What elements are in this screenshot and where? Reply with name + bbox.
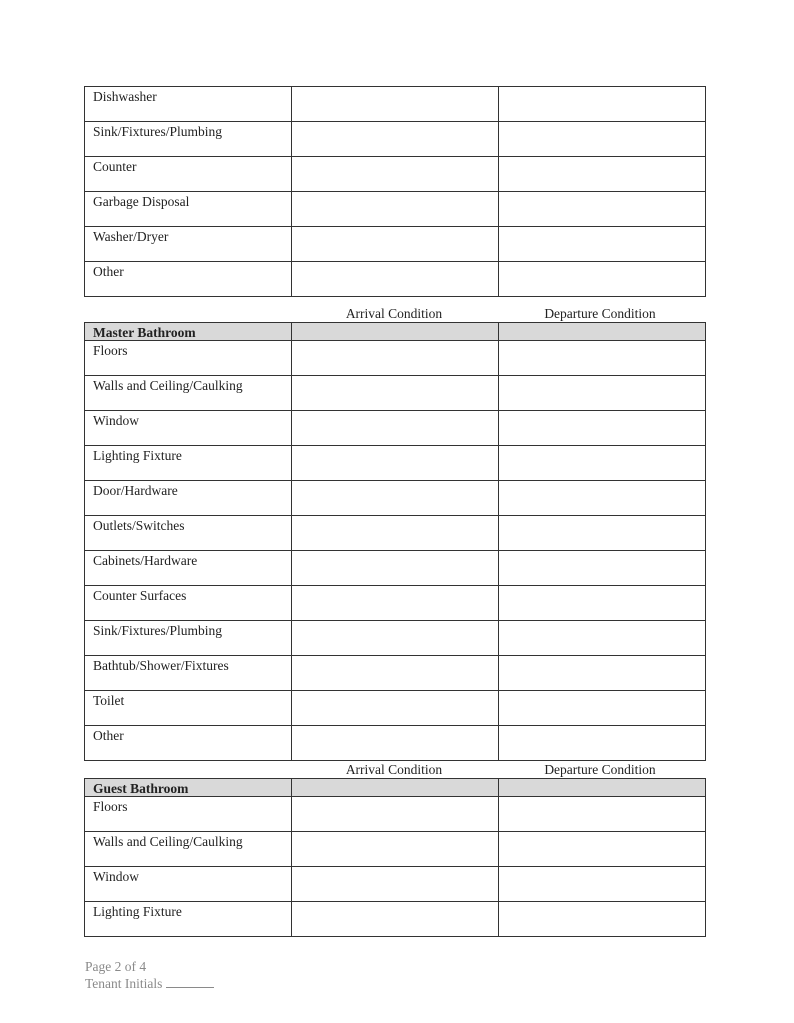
arrival-condition-cell[interactable] [292,341,499,376]
arrival-condition-cell[interactable] [292,621,499,656]
master-bathroom-column-headers [84,306,705,322]
departure-condition-cell[interactable] [499,902,706,937]
table-row [85,376,706,411]
section-header-row [85,323,706,341]
row-label: Walls and Ceiling/Caulking [85,376,292,411]
table-row [85,691,706,726]
section-header-row [85,779,706,797]
table-row [85,122,706,157]
departure-condition-cell[interactable] [499,262,706,297]
departure-condition-cell[interactable] [499,192,706,227]
master-bathroom-table [84,322,706,761]
arrival-condition-cell[interactable] [292,192,499,227]
departure-condition-cell[interactable] [499,691,706,726]
table-row [85,656,706,691]
departure-condition-header: Departure Condition [544,306,656,321]
departure-condition-cell[interactable] [499,341,706,376]
tenant-initials-label: Tenant Initials [85,976,163,991]
arrival-condition-cell[interactable] [292,481,499,516]
arrival-condition-cell[interactable] [292,411,499,446]
departure-condition-cell[interactable] [499,122,706,157]
arrival-condition-cell[interactable] [292,122,499,157]
arrival-condition-cell[interactable] [292,551,499,586]
departure-condition-cell[interactable] [499,227,706,262]
row-label: Toilet [85,691,292,726]
table-row [85,586,706,621]
row-label: Dishwasher [85,87,292,122]
arrival-condition-cell[interactable] [292,586,499,621]
row-label: Washer/Dryer [85,227,292,262]
departure-condition-cell[interactable] [499,726,706,761]
table-row [85,621,706,656]
arrival-condition-cell[interactable] [292,516,499,551]
departure-condition-cell[interactable] [499,516,706,551]
arrival-condition-cell[interactable] [292,376,499,411]
table-row [85,481,706,516]
row-label: Outlets/Switches [85,516,292,551]
page-footer [85,958,214,992]
kitchen-table [84,86,706,297]
arrival-condition-cell[interactable] [292,902,499,937]
row-label: Garbage Disposal [85,192,292,227]
row-label: Window [85,867,292,902]
page-number: Page 2 of 4 [85,959,147,974]
arrival-condition-cell[interactable] [292,262,499,297]
departure-condition-cell[interactable] [499,656,706,691]
table-row [85,341,706,376]
table-row [85,726,706,761]
table-row [85,157,706,192]
departure-condition-cell[interactable] [499,157,706,192]
row-label: Lighting Fixture [85,446,292,481]
row-label: Other [85,262,292,297]
row-label: Bathtub/Shower/Fixtures [85,656,292,691]
arrival-condition-cell[interactable] [292,446,499,481]
guest-bathroom-table [84,778,706,937]
row-label: Window [85,411,292,446]
row-label: Walls and Ceiling/Caulking [85,832,292,867]
departure-condition-cell[interactable] [499,446,706,481]
row-label: Counter Surfaces [85,586,292,621]
table-row [85,411,706,446]
departure-condition-cell[interactable] [499,867,706,902]
table-row [85,551,706,586]
table-row [85,797,706,832]
arrival-condition-cell[interactable] [292,87,499,122]
table-row [85,867,706,902]
departure-condition-cell[interactable] [499,832,706,867]
table-row [85,262,706,297]
arrival-condition-cell[interactable] [292,797,499,832]
table-row [85,902,706,937]
arrival-condition-cell[interactable] [292,691,499,726]
row-label: Counter [85,157,292,192]
departure-condition-cell[interactable] [499,586,706,621]
departure-condition-cell[interactable] [499,376,706,411]
row-label: Lighting Fixture [85,902,292,937]
row-label: Door/Hardware [85,481,292,516]
departure-condition-cell[interactable] [499,797,706,832]
table-row [85,192,706,227]
row-label: Other [85,726,292,761]
row-label: Floors [85,341,292,376]
row-label: Sink/Fixtures/Plumbing [85,621,292,656]
departure-condition-cell[interactable] [499,551,706,586]
tenant-initials-line [85,975,214,992]
arrival-condition-cell[interactable] [292,867,499,902]
departure-condition-cell[interactable] [499,481,706,516]
row-label: Sink/Fixtures/Plumbing [85,122,292,157]
departure-condition-cell[interactable] [499,87,706,122]
arrival-condition-cell[interactable] [292,656,499,691]
departure-condition-cell[interactable] [499,411,706,446]
table-row [85,516,706,551]
section-title: Guest Bathroom [85,779,292,797]
arrival-condition-cell[interactable] [292,726,499,761]
departure-condition-header: Departure Condition [544,762,656,777]
arrival-condition-header: Arrival Condition [345,762,443,777]
table-row [85,227,706,262]
row-label: Cabinets/Hardware [85,551,292,586]
arrival-condition-header: Arrival Condition [345,306,443,321]
departure-condition-cell[interactable] [499,621,706,656]
guest-bathroom-column-headers [84,762,705,778]
tenant-initials-blank[interactable] [166,976,214,988]
arrival-condition-cell[interactable] [292,227,499,262]
table-row [85,87,706,122]
row-label: Floors [85,797,292,832]
table-row [85,446,706,481]
table-row [85,832,706,867]
section-title: Master Bathroom [85,323,292,341]
arrival-condition-cell[interactable] [292,832,499,867]
arrival-condition-cell[interactable] [292,157,499,192]
